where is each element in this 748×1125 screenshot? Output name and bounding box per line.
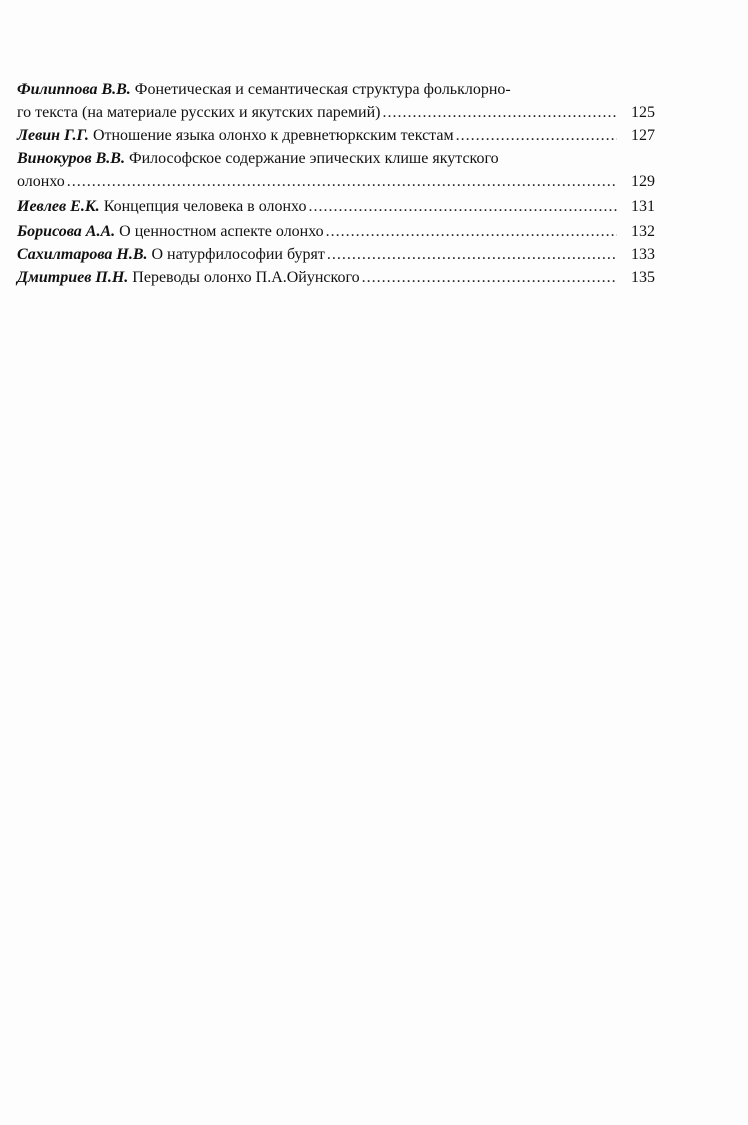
toc-page-number: 127: [631, 127, 655, 144]
toc-title: Фонетическая и семантическая структура фольклорно-: [134, 81, 511, 98]
toc-entry-vinokurov: [17, 147, 655, 193]
dot-leader: [362, 266, 617, 289]
toc-page-number: 133: [631, 246, 655, 263]
toc-title-continuation: олонхо: [17, 173, 65, 190]
toc-title: Концепция человека в олонхо: [103, 198, 307, 215]
toc-page-number: 135: [631, 269, 655, 286]
toc-title: Философское содержание эпических клише якутского: [128, 150, 499, 167]
toc-page-number: 125: [631, 104, 655, 121]
toc-title: О ценностном аспекте олонхо: [119, 223, 324, 240]
toc-entry-filippova: [17, 78, 655, 124]
dot-leader: [326, 220, 617, 243]
toc-entry-sakhiltarova: [17, 243, 655, 266]
toc-author: Винокуров В.В.: [17, 150, 125, 167]
toc-entry-last-line: [17, 170, 655, 193]
toc-entry-line: [17, 266, 655, 289]
toc-entry-line: [17, 220, 655, 243]
toc-title: О натурфилософии бурят: [151, 246, 325, 263]
table-of-contents: [17, 78, 655, 289]
toc-entry-first-line: [17, 147, 655, 170]
toc-entry-dmitriev: [17, 266, 655, 289]
dot-leader: [327, 243, 617, 266]
dot-leader: [382, 101, 617, 124]
toc-author: Борисова А.А.: [17, 223, 116, 240]
toc-author: Иевлев Е.К.: [17, 198, 100, 215]
toc-author: Левин Г.Г.: [17, 127, 89, 144]
toc-entry-first-line: [17, 78, 655, 101]
toc-entry-borisova: [17, 220, 655, 243]
toc-title: Переводы олонхо П.А.Ойунского: [132, 269, 360, 286]
toc-author: Филиппова В.В.: [17, 81, 131, 98]
dot-leader: [456, 124, 617, 147]
toc-title-continuation: го текста (на материале русских и якутских паремий): [17, 104, 381, 121]
toc-entry-line: [17, 195, 655, 218]
toc-title: Отношение языка олонхо к древнетюркским текстам: [92, 127, 454, 144]
toc-author: Сахилтарова Н.В.: [17, 246, 148, 263]
toc-entry-levin: [17, 124, 655, 147]
toc-page-number: 131: [631, 198, 655, 215]
dot-leader: [308, 195, 617, 218]
toc-author: Дмитриев П.Н.: [17, 269, 129, 286]
dot-leader: [67, 170, 617, 193]
toc-entry-line: [17, 243, 655, 266]
toc-page-number: 132: [631, 223, 655, 240]
toc-page-number: 129: [631, 173, 655, 190]
toc-entry-line: [17, 124, 655, 147]
toc-entry-ievlev: [17, 195, 655, 218]
toc-entry-last-line: [17, 101, 655, 124]
